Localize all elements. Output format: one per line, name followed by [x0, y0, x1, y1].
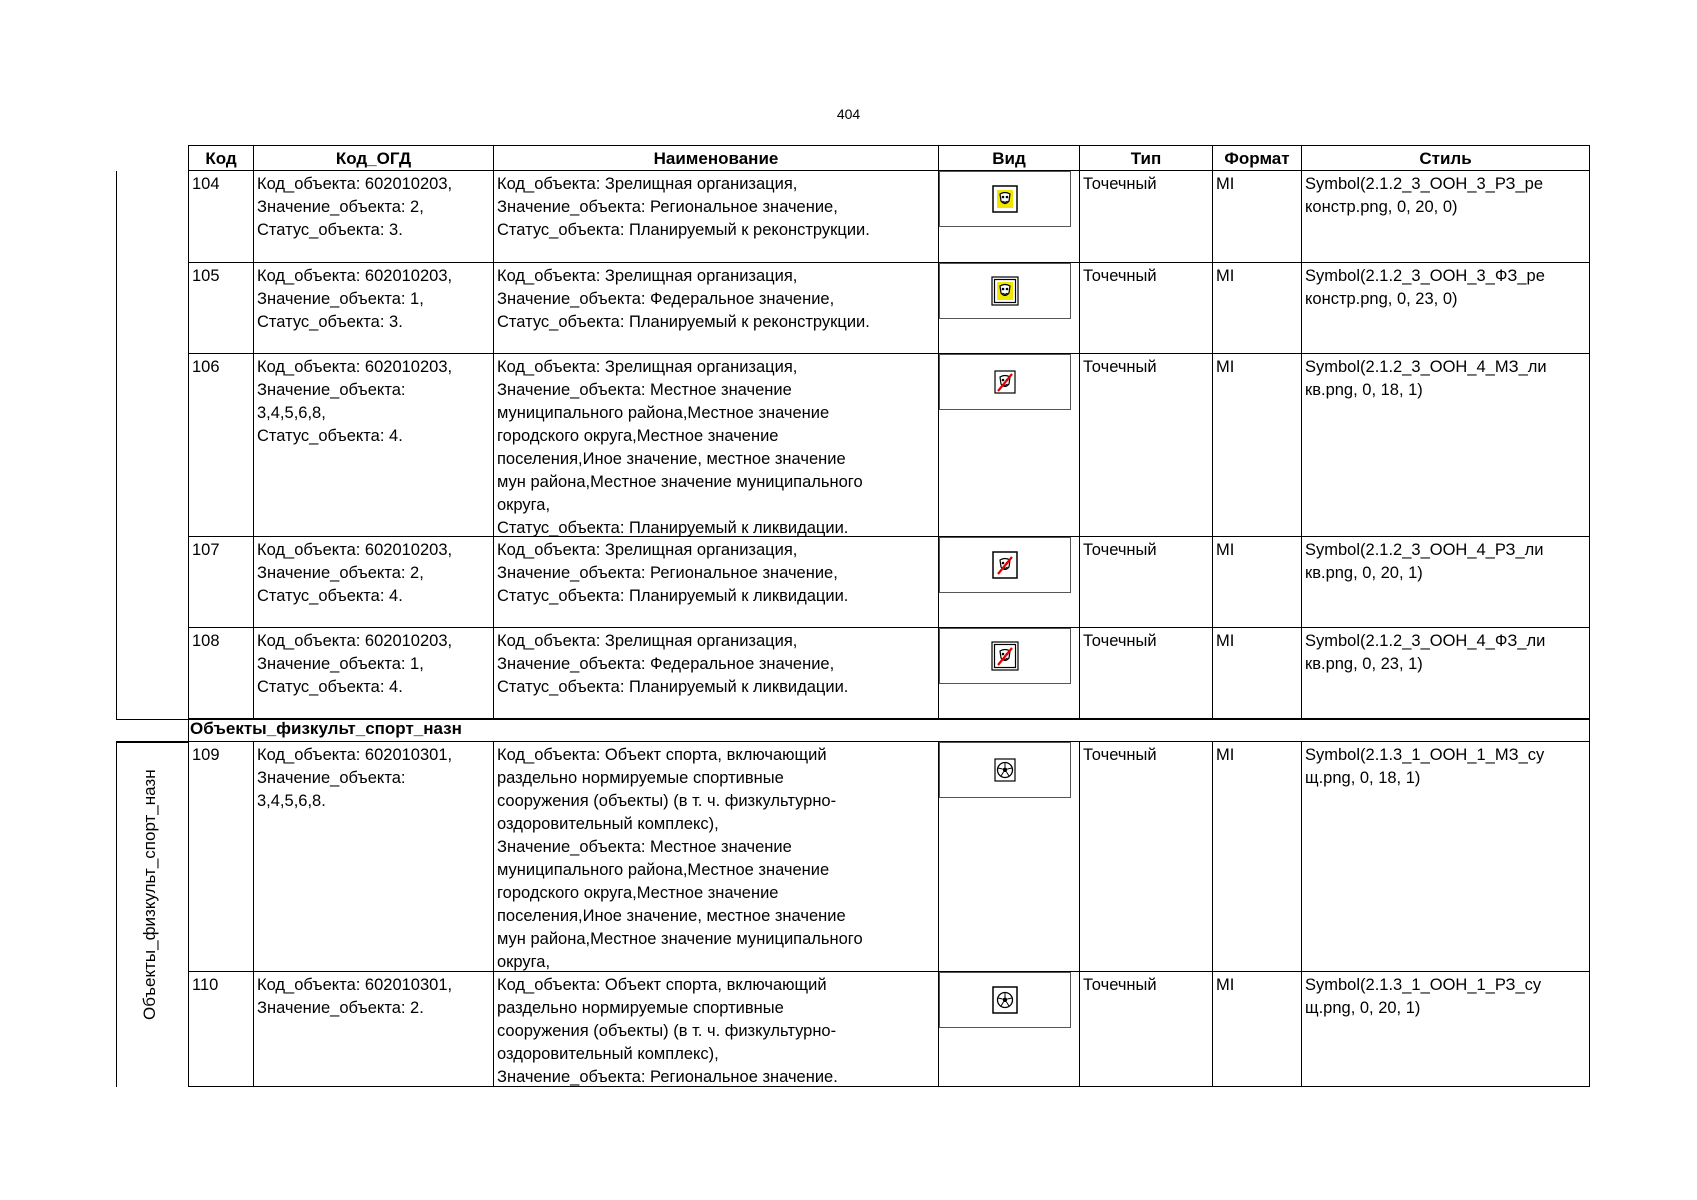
format-line: MI [1216, 976, 1235, 994]
name-line: Код_объекта: Зрелищная организация, [497, 541, 798, 559]
column-header-type: Тип [1079, 145, 1212, 171]
ogd-line: 3,4,5,6,8, [257, 404, 326, 422]
code-line: 105 [192, 267, 220, 285]
soccer-ball-regional-icon [991, 985, 1019, 1015]
format-line: MI [1216, 632, 1235, 650]
name-line: Статус_объекта: Планируемый к ликвидации. [497, 587, 849, 605]
type-line: Точечный [1083, 175, 1157, 193]
cell-format [1212, 628, 1301, 719]
name-line: городского округа,Местное значение [497, 427, 779, 445]
cell-icon [938, 171, 1079, 263]
format-line: MI [1216, 358, 1235, 376]
style-line: Symbol(2.1.2_3_ООН_4_МЗ_ли [1305, 358, 1547, 376]
cell-style [1301, 628, 1590, 719]
cell-name [493, 972, 938, 1087]
cell-format [1212, 742, 1301, 972]
cell-style [1301, 742, 1590, 972]
type-line: Точечный [1083, 267, 1157, 285]
name-line: Значение_объекта: Региональное значение. [497, 1068, 838, 1086]
ogd-line: Значение_объекта: 2, [257, 564, 424, 582]
style-line: Symbol(2.1.2_3_ООН_3_РЗ_ре [1305, 175, 1543, 193]
section-side-label: Объекты_физкульт_спорт_назн [140, 769, 159, 1020]
style-line: щ.png, 0, 18, 1) [1305, 769, 1421, 787]
name-line: округа, [497, 496, 551, 514]
cell-code [188, 537, 253, 628]
name-line: оздоровительный комплекс), [497, 815, 719, 833]
name-line: Статус_объекта: Планируемый к ликвидации. [497, 678, 849, 696]
cell-format [1212, 354, 1301, 537]
ogd-line: Код_объекта: 602010203, [257, 175, 453, 193]
cell-type [1079, 263, 1212, 354]
type-line: Точечный [1083, 976, 1157, 994]
name-line: Код_объекта: Зрелищная организация, [497, 358, 798, 376]
name-line: городского округа,Местное значение [497, 884, 779, 902]
style-line: Symbol(2.1.3_1_ООН_1_МЗ_су [1305, 746, 1545, 764]
name-line: Статус_объекта: Планируемый к реконструкции. [497, 221, 870, 239]
name-line: раздельно нормируемые спортивные [497, 999, 784, 1017]
name-line: сооружения (объекты) (в т. ч. физкультурно- [497, 1022, 837, 1040]
symbol-preview [939, 972, 1071, 1028]
cell-icon [938, 354, 1079, 537]
theater-mask-reconstruction-regional-icon [991, 184, 1019, 214]
style-line: кв.png, 0, 23, 1) [1305, 655, 1423, 673]
column-header-format: Формат [1212, 145, 1301, 171]
code-line: 110 [192, 976, 219, 994]
column-header-ogd: Код_ОГД [253, 145, 493, 171]
cell-format [1212, 171, 1301, 263]
name-line: муниципального района,Местное значение [497, 404, 830, 422]
cell-ogd [253, 972, 493, 1087]
name-line: Статус_объекта: Планируемый к реконструкции. [497, 313, 870, 331]
style-line: констр.png, 0, 23, 0) [1305, 290, 1458, 308]
cell-ogd [253, 628, 493, 719]
ogd-line: Код_объекта: 602010203, [257, 267, 453, 285]
cell-name [493, 263, 938, 354]
format-line: MI [1216, 541, 1235, 559]
name-line: Значение_объекта: Федеральное значение, [497, 655, 835, 673]
symbol-preview [939, 628, 1071, 684]
cell-icon [938, 628, 1079, 719]
ogd-line: Код_объекта: 602010301, [257, 976, 453, 994]
cell-name [493, 354, 938, 537]
column-header-style: Стиль [1301, 145, 1590, 171]
format-line: MI [1216, 746, 1235, 764]
ogd-line: Значение_объекта: 1, [257, 655, 424, 673]
type-line: Точечный [1083, 541, 1157, 559]
symbol-preview [939, 537, 1071, 593]
column-header-name: Наименование [493, 145, 938, 171]
theater-mask-liquidation-federal-icon [991, 641, 1019, 671]
cell-format [1212, 972, 1301, 1087]
type-line: Точечный [1083, 358, 1157, 376]
cell-format [1212, 263, 1301, 354]
name-line: поселения,Иное значение, местное значение [497, 450, 846, 468]
cell-type [1079, 972, 1212, 1087]
type-line: Точечный [1083, 632, 1157, 650]
cell-style [1301, 354, 1590, 537]
style-line: Symbol(2.1.2_3_ООН_3_ФЗ_ре [1305, 267, 1545, 285]
name-line: Значение_объекта: Федеральное значение, [497, 290, 835, 308]
ogd-line: Значение_объекта: 1, [257, 290, 424, 308]
column-header-code: Код [188, 145, 253, 171]
code-line: 104 [192, 175, 220, 193]
symbol-preview [939, 263, 1071, 319]
style-line: кв.png, 0, 20, 1) [1305, 564, 1423, 582]
symbol-preview [939, 171, 1071, 227]
cell-icon [938, 972, 1079, 1087]
cell-ogd [253, 742, 493, 972]
cell-code [188, 742, 253, 972]
ogd-line: Значение_объекта: [257, 769, 406, 787]
code-line: 106 [192, 358, 220, 376]
cell-style [1301, 171, 1590, 263]
name-line: раздельно нормируемые спортивные [497, 769, 784, 787]
ogd-line: Статус_объекта: 4. [257, 587, 403, 605]
column-header-icon: Вид [938, 145, 1079, 171]
page-number: 404 [836, 106, 861, 122]
name-line: Код_объекта: Зрелищная организация, [497, 267, 798, 285]
cell-type [1079, 354, 1212, 537]
group-border [116, 742, 117, 1087]
cell-ogd [253, 537, 493, 628]
symbol-preview [939, 742, 1071, 798]
cell-type [1079, 537, 1212, 628]
cell-ogd [253, 263, 493, 354]
ogd-line: Код_объекта: 602010203, [257, 541, 453, 559]
name-line: Код_объекта: Объект спорта, включающий [497, 746, 827, 764]
name-line: сооружения (объекты) (в т. ч. физкультурно- [497, 792, 837, 810]
code-line: 107 [192, 541, 220, 559]
cell-icon [938, 263, 1079, 354]
style-line: Symbol(2.1.3_1_ООН_1_РЗ_су [1305, 976, 1542, 994]
ogd-line: Статус_объекта: 4. [257, 427, 403, 445]
code-line: 108 [192, 632, 220, 650]
style-line: констр.png, 0, 20, 0) [1305, 198, 1458, 216]
name-line: поселения,Иное значение, местное значение [497, 907, 846, 925]
name-line: округа, [497, 953, 551, 971]
ogd-line: Статус_объекта: 4. [257, 678, 403, 696]
name-line: мун района,Местное значение муниципального [497, 930, 863, 948]
type-line: Точечный [1083, 746, 1157, 764]
theater-mask-reconstruction-federal-icon [991, 276, 1019, 306]
group-border [116, 171, 117, 719]
name-line: Код_объекта: Зрелищная организация, [497, 175, 798, 193]
theater-mask-liquidation-regional-icon [991, 550, 1019, 580]
ogd-line: Статус_объекта: 3. [257, 221, 403, 239]
cell-style [1301, 263, 1590, 354]
section-title: Объекты_физкульт_спорт_назн [190, 719, 462, 738]
cell-ogd [253, 354, 493, 537]
code-line: 109 [192, 746, 220, 764]
symbol-preview [939, 354, 1071, 410]
cell-code [188, 972, 253, 1087]
style-line: Symbol(2.1.2_3_ООН_4_РЗ_ли [1305, 541, 1544, 559]
style-line: щ.png, 0, 20, 1) [1305, 999, 1421, 1017]
name-line: Код_объекта: Объект спорта, включающий [497, 976, 827, 994]
ogd-line: Код_объекта: 602010203, [257, 632, 453, 650]
theater-mask-liquidation-local-icon [991, 367, 1019, 397]
cell-icon [938, 742, 1079, 972]
cell-format [1212, 537, 1301, 628]
style-line: кв.png, 0, 18, 1) [1305, 381, 1423, 399]
name-line: мун района,Местное значение муниципального [497, 473, 863, 491]
cell-name [493, 171, 938, 263]
cell-code [188, 354, 253, 537]
ogd-line: Значение_объекта: 2, [257, 198, 424, 216]
name-line: Значение_объекта: Местное значение [497, 838, 792, 856]
style-line: Symbol(2.1.2_3_ООН_4_ФЗ_ли [1305, 632, 1546, 650]
format-line: MI [1216, 267, 1235, 285]
name-line: Статус_объекта: Планируемый к ликвидации. [497, 519, 849, 537]
cell-code [188, 628, 253, 719]
section-divider [188, 719, 189, 742]
cell-ogd [253, 171, 493, 263]
name-line: муниципального района,Местное значение [497, 861, 830, 879]
soccer-ball-local-icon [991, 755, 1019, 785]
format-line: MI [1216, 175, 1235, 193]
name-line: оздоровительный комплекс), [497, 1045, 719, 1063]
cell-icon [938, 537, 1079, 628]
cell-type [1079, 171, 1212, 263]
ogd-line: Код_объекта: 602010203, [257, 358, 453, 376]
cell-code [188, 263, 253, 354]
cell-type [1079, 742, 1212, 972]
name-line: Значение_объекта: Местное значение [497, 381, 792, 399]
name-line: Значение_объекта: Региональное значение, [497, 564, 838, 582]
cell-style [1301, 972, 1590, 1087]
cell-type [1079, 628, 1212, 719]
name-line: Код_объекта: Зрелищная организация, [497, 632, 798, 650]
ogd-line: Статус_объекта: 3. [257, 313, 403, 331]
cell-name [493, 628, 938, 719]
name-line: Значение_объекта: Региональное значение, [497, 198, 838, 216]
cell-name [493, 537, 938, 628]
cell-style [1301, 537, 1590, 628]
cell-code [188, 171, 253, 263]
ogd-line: Значение_объекта: 2. [257, 999, 424, 1017]
ogd-line: Значение_объекта: [257, 381, 406, 399]
ogd-line: 3,4,5,6,8. [257, 792, 326, 810]
ogd-line: Код_объекта: 602010301, [257, 746, 453, 764]
cell-name [493, 742, 938, 972]
